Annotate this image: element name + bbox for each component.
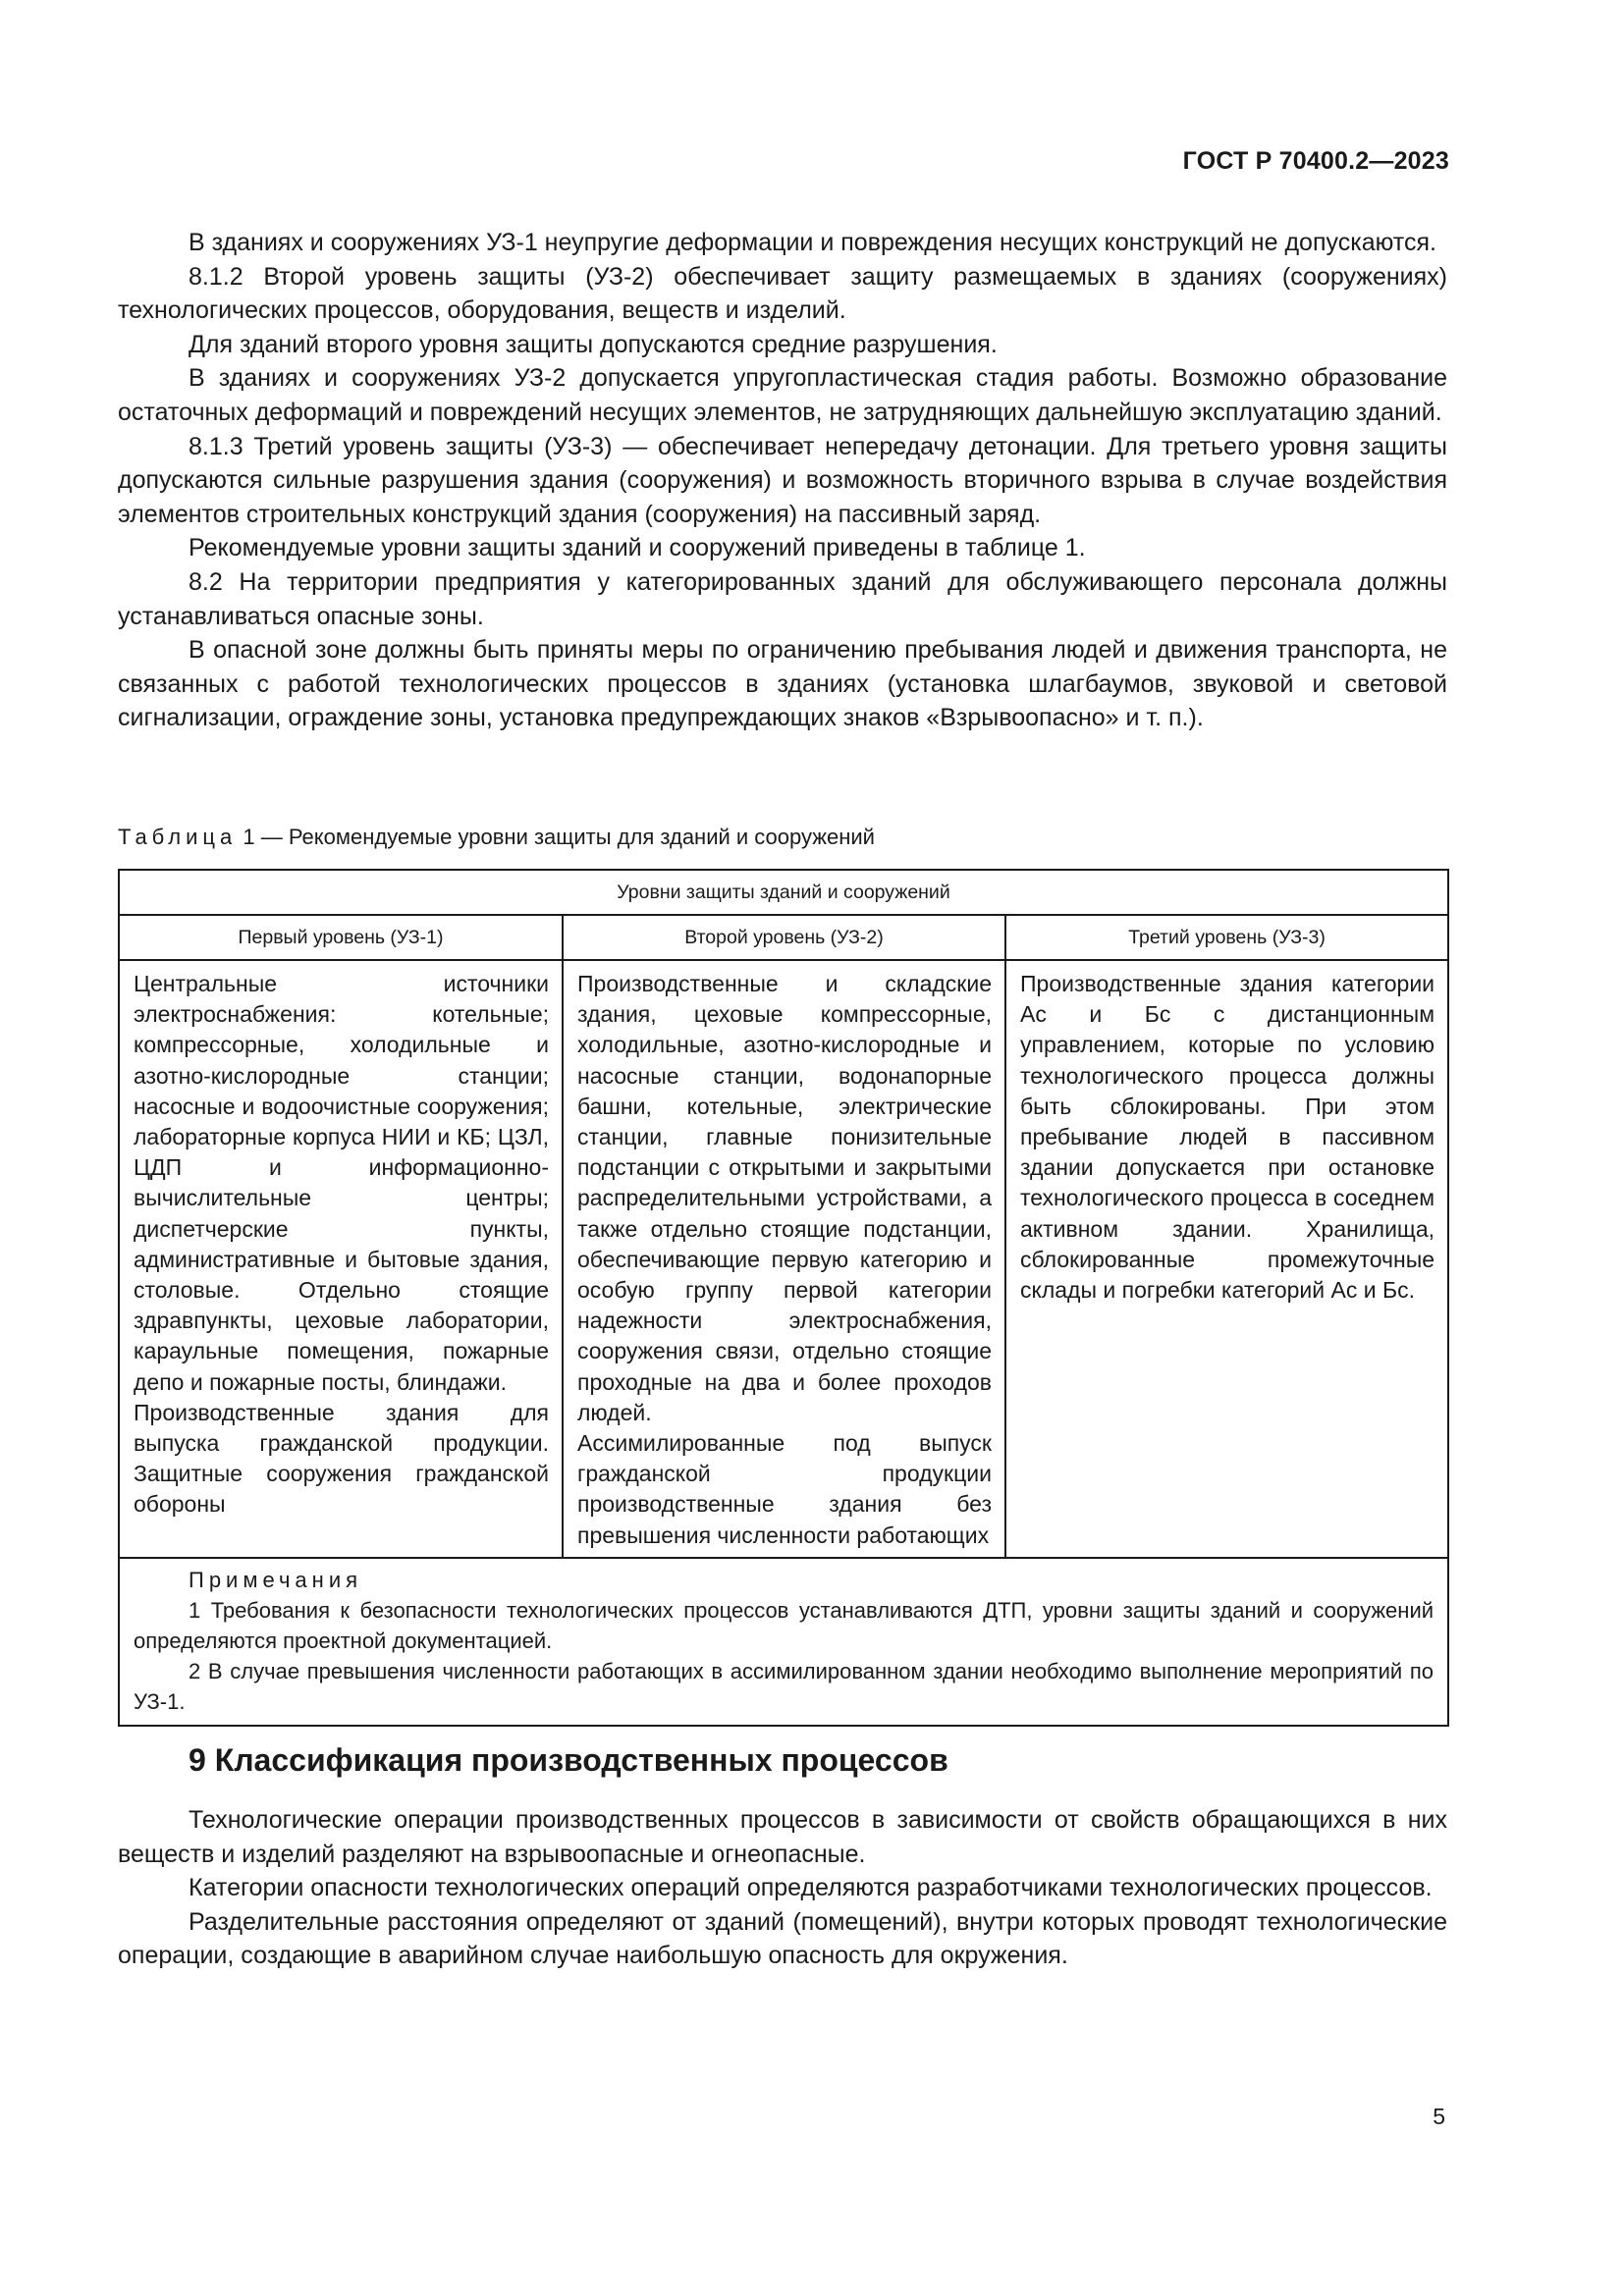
paragraph: Технологические операции производственных процессов в зависимости от свойств обращающихся в них веществ и изделий разделяют на взрывоопасные и огнеопасные.	[118, 1806, 1447, 1868]
cell-text: Ассимилированные под выпуск гражданской продукции производственные здания без превышения численности работающих	[577, 1430, 992, 1548]
table-cell-level-3	[1005, 960, 1448, 1558]
table-notes-row	[119, 1558, 1448, 1726]
table-header-level-1: Первый уровень (УЗ-1)	[119, 915, 563, 960]
table-header-level-3: Третий уровень (УЗ-3)	[1005, 915, 1448, 960]
table-header-main: Уровни защиты зданий и сооружений	[119, 870, 1448, 915]
section-8-text	[118, 226, 1447, 735]
table-header-level-2: Второй уровень (УЗ-2)	[563, 915, 1005, 960]
cell-text: Производственные здания категории Ас и Бс с дистанционным управлением, которые по условию технологического процесса должны быть сблокированы. При этом пребывание людей в пассивном здании допускается при остановке технологического процесса в соседнем активном здании. Хранилища, сблокированные промежуточные склады и погребки категорий Ас и Бс.	[1020, 971, 1435, 1304]
table-header-row-levels	[119, 915, 1448, 960]
paragraph: 8.1.2 Второй уровень защиты (УЗ-2) обеспечивает защиту размещаемых в зданиях (сооружениях) технологических процессов, оборудования, веществ и изделий.	[118, 262, 1447, 325]
note-1: 1 Требования к безопасности технологических процессов устанавливаются ДТП, уровни защиты зданий и сооружений определяются проектной документацией.	[134, 1597, 1435, 1653]
table-caption	[118, 823, 875, 852]
paragraph: В опасной зоне должны быть приняты меры по ограничению пребывания людей и движения транспорта, не связанных с работой технологических процессов в зданиях (установка шлагбаумов, звуковой и световой сигнализации, ограждение зоны, установка предупреждающих знаков «Взрывоопасно» и т. п.).	[118, 636, 1447, 732]
table-cell-level-2	[563, 960, 1005, 1558]
cell-text: Производственные и складские здания, цеховые компрессорные, холодильные, азотно-кислородные и насосные станции, водонапорные башни, котельные, электрические станции, главные понизительные подстанции с открытыми и закрытыми распределительными устройствами, а также отдельно стоящие подстанции, обеспечивающие первую категорию и особую группу первой категории надежности электроснабжения, сооружения связи, отдельно стоящие проходные на два и более проходов людей.	[577, 971, 992, 1425]
table-caption-text: 1 — Рекомендуемые уровни защиты для зданий и сооружений	[237, 825, 875, 849]
paragraph: 8.2 На территории предприятия у категорированных зданий для обслуживающего персонала должны устанавливаться опасные зоны.	[118, 567, 1447, 630]
table-body-row	[119, 960, 1448, 1558]
table-notes	[119, 1558, 1448, 1726]
table-caption-label: Таблица	[118, 825, 238, 849]
cell-text: Производственные здания для выпуска гражданской продукции. Защитные сооружения гражданской обороны	[134, 1399, 549, 1518]
protection-levels-table	[118, 869, 1449, 1727]
document-code-header: ГОСТ Р 70400.2—2023	[1182, 147, 1449, 175]
paragraph: Категории опасности технологических операций определяются разработчиками технологических процессов.	[189, 1874, 1433, 1902]
paragraph: Рекомендуемые уровни защиты зданий и сооружений приведены в таблице 1.	[189, 534, 1086, 562]
page-number: 5	[1433, 2104, 1445, 2129]
notes-title: Примечания	[189, 1567, 363, 1592]
paragraph: 8.1.3 Третий уровень защиты (УЗ-3) — обеспечивает непередачу детонации. Для третьего уровня защиты допускаются сильные разрушения здания (сооружения) и возможность вторичного взрыва в случае воздействия элементов строительных конструкций здания (сооружения) на пассивный заряд.	[118, 432, 1447, 528]
note-2: 2 В случае превышения численности работающих в ассимилированном здании необходимо выполнение мероприятий по УЗ-1.	[134, 1658, 1435, 1714]
paragraph: В зданиях и сооружениях УЗ-2 допускается упругопластическая стадия работы. Возможно образование остаточных деформаций и повреждений несущих элементов, не затрудняющих дальнейшую эксплуатацию зданий.	[118, 364, 1447, 426]
paragraph: Для зданий второго уровня защиты допускаются средние разрушения.	[189, 330, 998, 358]
table-header-row-main	[119, 870, 1448, 915]
section-9-heading: 9 Классификация производственных процессов	[189, 1742, 948, 1778]
cell-text: Центральные источники электроснабжения: котельные; компрессорные, холодильные и азотно-кислородные станции; насосные и водоочистные сооружения; лабораторные корпуса НИИ и КБ; ЦЗЛ, ЦДП и информационно-вычислительные центры; диспетчерские пункты, административные и бытовые здания, столовые. Отдельно стоящие здравпункты, цеховые лаборатории, караульные помещения, пожарные депо и пожарные посты, блиндажи.	[134, 971, 549, 1395]
paragraph: Разделительные расстояния определяют от зданий (помещений), внутри которых проводят технологические операции, создающие в аварийном случае наибольшую опасность для окружения.	[118, 1907, 1447, 1970]
table-cell-level-1	[119, 960, 563, 1558]
section-9-text	[118, 1803, 1447, 1973]
paragraph: В зданиях и сооружениях УЗ-1 неупругие деформации и повреждения несущих конструкций не допускаются.	[189, 229, 1436, 256]
